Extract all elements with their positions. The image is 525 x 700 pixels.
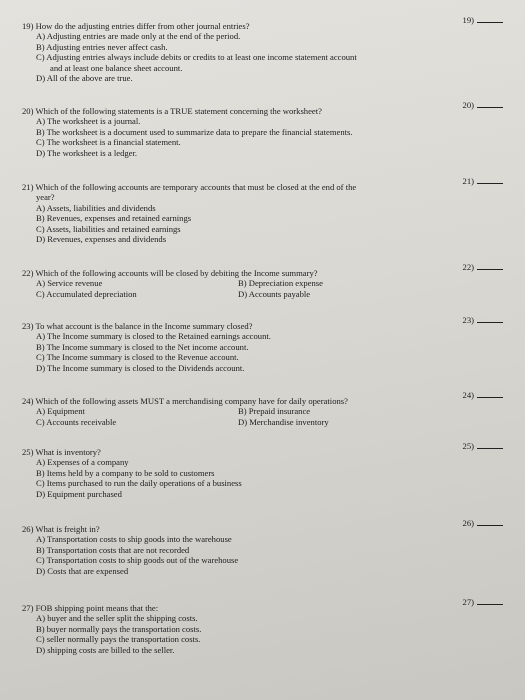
choice-d[interactable]: D) Accounts payable [238, 288, 311, 299]
choice-list [36, 278, 515, 299]
choice-c[interactable]: C) The worksheet is a financial statement. [36, 137, 181, 148]
answer-blank-21[interactable]: 21) [463, 176, 503, 186]
question-19 [22, 15, 515, 83]
answer-blank-20[interactable]: 20) [463, 100, 503, 110]
answer-blank-19[interactable]: 19) [463, 15, 503, 25]
choice-b[interactable]: B) Transportation costs that are not recorded [36, 544, 190, 555]
question-stem: 25) What is inventory? [22, 447, 101, 457]
question-21 [22, 176, 515, 244]
choice-b[interactable]: B) Items held by a company to be sold to customers [36, 467, 215, 478]
choice-c[interactable]: C) The Income summary is closed to the Revenue account. [36, 352, 239, 363]
choice-b[interactable]: B) The worksheet is a document used to summarize data to prepare the financial statements. [36, 126, 353, 137]
choice-d[interactable]: D) The Income summary is closed to the Dividends account. [36, 362, 245, 373]
question-stem: 24) Which of the following assets MUST a merchandising company have for daily operations? [22, 396, 348, 406]
choice-a[interactable]: A) buyer and the seller split the shipping costs. [36, 613, 198, 624]
choice-b[interactable]: B) The Income summary is closed to the Net income account. [36, 341, 249, 352]
choice-d[interactable]: D) Equipment purchased [36, 488, 122, 499]
choice-c[interactable]: C) seller normally pays the transportation costs. [36, 634, 201, 645]
choice-b[interactable]: B) Prepaid insurance [238, 406, 311, 417]
choice-a[interactable]: A) The Income summary is closed to the Retained earnings account. [36, 331, 271, 342]
choice-c[interactable]: C) Items purchased to run the daily operations of a business [36, 478, 242, 489]
choice-a[interactable]: A) Service revenue [36, 278, 103, 289]
question-22 [22, 262, 515, 299]
stem-continuation: year? [36, 192, 55, 203]
choice-b[interactable]: B) Revenues, expenses and retained earnings [36, 213, 192, 224]
choice-c-continuation: and at least one balance sheet account. [50, 62, 183, 73]
answer-blank-22[interactable]: 22) [463, 262, 503, 272]
question-stem: 26) What is freight in? [22, 524, 100, 534]
choice-a[interactable]: A) Assets, liabilities and dividends [36, 202, 156, 213]
choice-list [36, 203, 515, 245]
choice-list [36, 613, 515, 655]
choice-c[interactable]: C) Transportation costs to ship goods out of the warehouse [36, 555, 239, 566]
question-stem: 20) Which of the following statements is a TRUE statement concerning the worksheet? [22, 106, 322, 116]
choice-d[interactable]: D) shipping costs are billed to the seller. [36, 644, 175, 655]
choice-d[interactable]: D) Revenues, expenses and dividends [36, 234, 167, 245]
answer-blank-27[interactable]: 27) [463, 597, 503, 607]
choice-d[interactable]: D) All of the above are true. [36, 73, 133, 84]
choice-c[interactable]: C) Adjusting entries always include debits or credits to at least one income statement account [36, 52, 357, 63]
answer-blank-24[interactable]: 24) [463, 390, 503, 400]
choice-a[interactable]: A) Equipment [36, 406, 85, 417]
choice-a[interactable]: A) Transportation costs to ship goods into the warehouse [36, 534, 232, 545]
question-23 [22, 315, 515, 373]
choice-list [36, 534, 515, 576]
answer-blank-26[interactable]: 26) [463, 518, 503, 528]
question-stem: 22) Which of the following accounts will be closed by debiting the Income summary? [22, 268, 318, 278]
question-stem: 19) How do the adjusting entries differ from other journal entries? [22, 21, 250, 31]
answer-blank-25[interactable]: 25) [463, 441, 503, 451]
question-stem: 27) FOB shipping point means that the: [22, 603, 159, 613]
question-stem: 21) Which of the following accounts are temporary accounts that must be closed at the end of the year? [22, 176, 515, 203]
choice-list [36, 31, 515, 83]
choice-c[interactable]: C) Assets, liabilities and retained earnings [36, 223, 181, 234]
choice-a[interactable]: A) The worksheet is a journal. [36, 116, 141, 127]
question-26 [22, 518, 515, 576]
question-stem: 23) To what account is the balance in the Income summary closed? [22, 321, 253, 331]
question-25 [22, 441, 515, 499]
choice-d[interactable]: D) The worksheet is a ledger. [36, 147, 138, 158]
choice-list [36, 406, 515, 427]
choice-c[interactable]: C) Accumulated depreciation [36, 288, 137, 299]
question-20 [22, 100, 515, 158]
choice-list [36, 331, 515, 373]
choice-list [36, 116, 515, 158]
question-24 [22, 390, 515, 427]
choice-b[interactable]: B) Depreciation expense [238, 278, 323, 289]
choice-b[interactable]: B) buyer normally pays the transportation costs. [36, 623, 202, 634]
choice-c[interactable]: C) Accounts receivable [36, 416, 117, 427]
choice-list [36, 457, 515, 499]
choice-a[interactable]: A) Expenses of a company [36, 457, 129, 468]
choice-b[interactable]: B) Adjusting entries never affect cash. [36, 41, 168, 52]
answer-blank-23[interactable]: 23) [463, 315, 503, 325]
choice-d[interactable]: D) Costs that are expensed [36, 565, 129, 576]
choice-a[interactable]: A) Adjusting entries are made only at the end of the period. [36, 31, 241, 42]
choice-d[interactable]: D) Merchandise inventory [238, 416, 329, 427]
question-27 [22, 597, 515, 655]
